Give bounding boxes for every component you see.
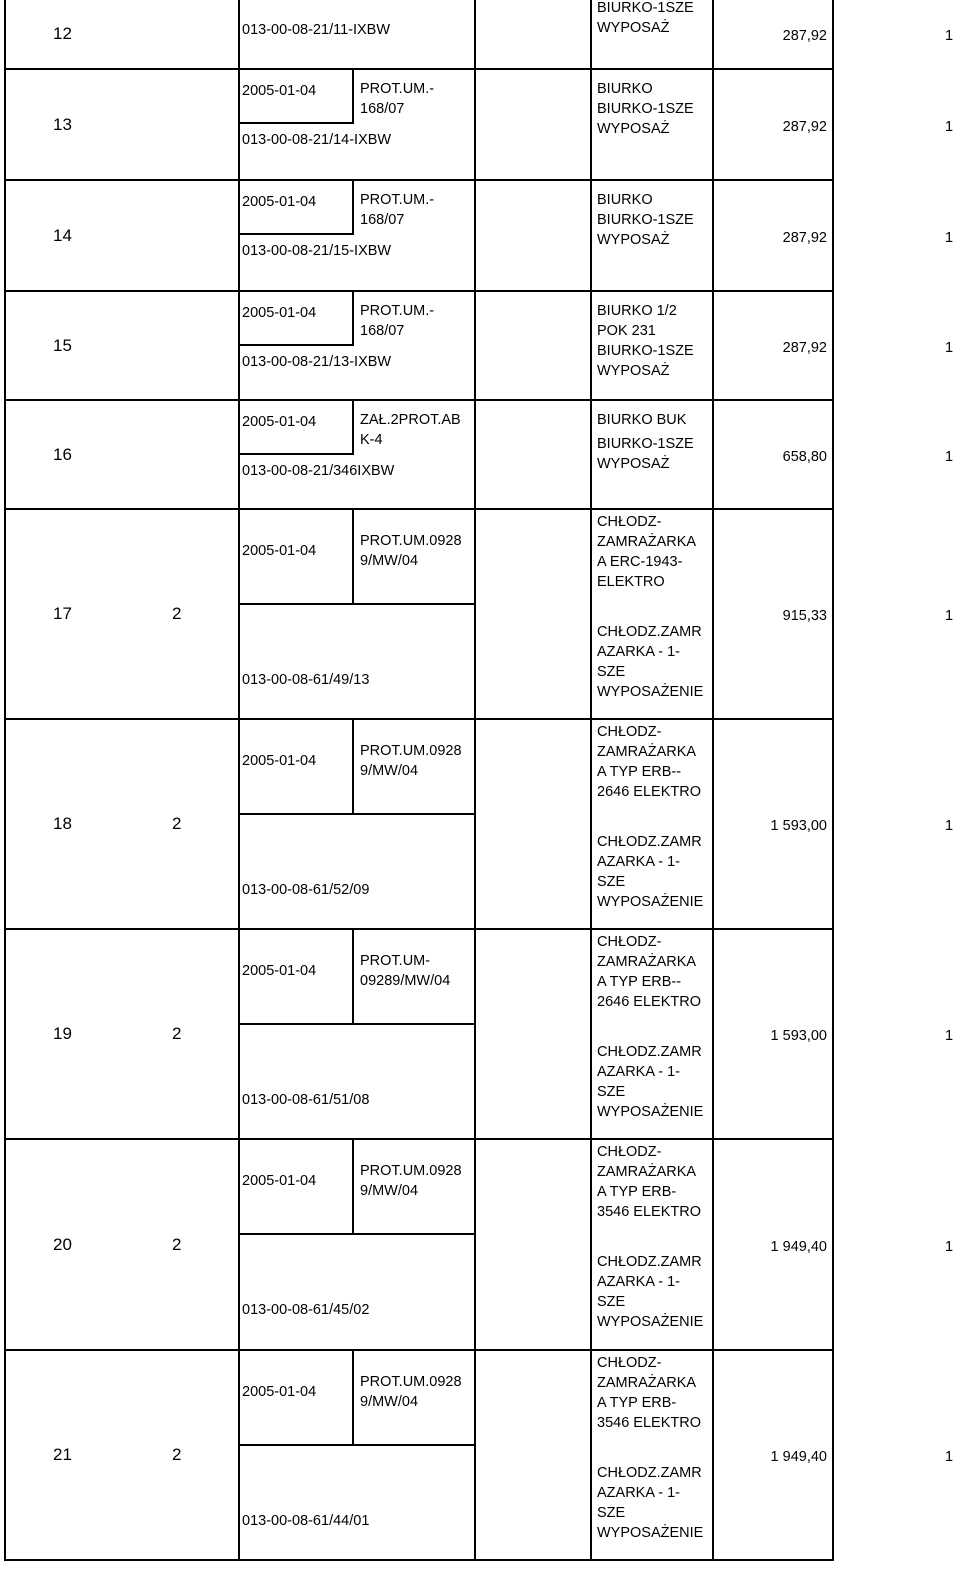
item-description: ZAMRAŻARKA <box>597 744 697 760</box>
item-description: WYPOSAŻ <box>597 363 670 379</box>
acquisition-date: 2005-01-04 <box>242 753 317 769</box>
item-value: 1 949,40 <box>770 1238 827 1255</box>
item-description: 3546 ELEKTRO <box>597 1204 701 1220</box>
item-description: WYPOSAŻENIE <box>597 1525 704 1541</box>
protocol-number: ZAŁ.2PROT.AB <box>360 412 461 428</box>
date-right-border <box>352 510 354 605</box>
item-value: 287,92 <box>782 28 827 44</box>
item-description: ELEKTRO <box>597 574 665 590</box>
date-right-border <box>352 720 354 815</box>
row-bottom-border <box>4 1349 834 1351</box>
item-description: BIURKO 1/2 <box>597 303 677 319</box>
desc-right-border <box>712 292 714 401</box>
item-value: 1 949,40 <box>770 1449 827 1465</box>
inner-left-border <box>238 930 240 1140</box>
item-description: ZAMRAŻARKA <box>597 1375 697 1391</box>
item-description: AZARKA - 1- <box>597 1485 680 1501</box>
row-quantity: 2 <box>172 814 182 833</box>
acquisition-date: 2005-01-04 <box>242 414 317 430</box>
date-right-border <box>352 292 354 346</box>
row-number: 18 <box>53 814 72 833</box>
item-value: 287,92 <box>782 118 827 135</box>
inner-border-3 <box>474 510 476 720</box>
item-description: A TYP ERB- <box>597 1184 677 1200</box>
inner-left-border <box>238 0 240 70</box>
protocol-number: K-4 <box>360 432 383 448</box>
date-right-border <box>352 70 354 124</box>
protocol-number: PROT.UM.0928 <box>360 1374 462 1390</box>
item-value: 1 593,00 <box>770 1028 827 1044</box>
protocol-number: 168/07 <box>360 101 405 117</box>
row-bottom-border <box>4 1138 834 1140</box>
item-description: BIURKO-1SZE <box>597 436 694 452</box>
inner-left-border <box>238 510 240 720</box>
item-value: 658,80 <box>782 448 827 465</box>
desc-left-border <box>590 1351 592 1561</box>
protocol-number: 9/MW/04 <box>360 553 419 569</box>
date-right-border <box>352 1351 354 1446</box>
item-description: BIURKO-1SZE <box>597 343 694 359</box>
item-count: 1 <box>945 1449 954 1465</box>
item-description: BIURKO BUK <box>597 412 687 428</box>
protocol-number: PROT.UM.- <box>360 192 435 208</box>
item-description: WYPOSAŻ <box>597 20 670 36</box>
item-description: ZAMRAŻARKA <box>597 1164 697 1180</box>
inner-border-3 <box>474 930 476 1140</box>
inner-left-border <box>238 720 240 930</box>
row-left-border <box>4 0 6 70</box>
row-bottom-border <box>4 508 834 510</box>
protocol-number: 9/MW/04 <box>360 763 419 779</box>
row-number: 15 <box>53 335 72 355</box>
item-description: 3546 ELEKTRO <box>597 1415 701 1431</box>
row-bottom-border <box>4 1559 834 1561</box>
item-value: 915,33 <box>782 608 827 624</box>
item-count: 1 <box>945 818 954 834</box>
item-description: SZE <box>597 874 626 890</box>
acquisition-date: 2005-01-04 <box>242 194 317 210</box>
item-count: 1 <box>945 1028 954 1044</box>
row-quantity: 2 <box>172 604 182 623</box>
inner-border-3 <box>474 181 476 292</box>
item-description: CHŁODZ.ZAMR <box>597 1465 702 1481</box>
row-number: 21 <box>53 1445 72 1464</box>
item-description: WYPOSAŻENIE <box>597 894 704 910</box>
item-value: 1 593,00 <box>770 818 827 834</box>
desc-right-border <box>712 720 714 930</box>
inner-border-3 <box>474 1140 476 1351</box>
value-right-border <box>832 181 834 292</box>
item-description: AZARKA - 1- <box>597 644 680 660</box>
item-description: ZAMRAŻARKA <box>597 534 697 550</box>
protocol-number: 9/MW/04 <box>360 1394 419 1410</box>
inner-left-border <box>238 1140 240 1351</box>
item-description: WYPOSAŻENIE <box>597 1104 704 1120</box>
desc-right-border <box>712 1351 714 1561</box>
value-right-border <box>832 1351 834 1561</box>
row-number: 20 <box>53 1234 72 1254</box>
row-left-border <box>4 401 6 510</box>
protocol-number: 09289/MW/04 <box>360 973 451 989</box>
desc-left-border <box>590 1140 592 1351</box>
row-bottom-border <box>4 928 834 930</box>
row-number: 16 <box>53 444 72 464</box>
desc-left-border <box>590 720 592 930</box>
item-value: 287,92 <box>782 339 827 356</box>
date-right-border <box>352 930 354 1025</box>
desc-right-border <box>712 401 714 510</box>
protocol-number: 168/07 <box>360 212 405 228</box>
value-right-border <box>832 401 834 510</box>
acquisition-date: 2005-01-04 <box>242 1384 317 1400</box>
inventory-number: 013-00-08-21/14-IXBW <box>242 132 392 148</box>
protocol-number: PROT.UM- <box>360 953 431 969</box>
item-description: CHŁODZ- <box>597 1355 662 1371</box>
item-count: 1 <box>945 1238 954 1255</box>
inventory-number: 013-00-08-61/45/02 <box>242 1302 370 1318</box>
date-bottom-border <box>238 233 352 235</box>
item-value: 287,92 <box>782 229 827 246</box>
item-description: CHŁODZ.ZAMR <box>597 1044 702 1060</box>
value-right-border <box>832 930 834 1140</box>
item-description: CHŁODZ.ZAMR <box>597 834 702 850</box>
protocol-number: PROT.UM.0928 <box>360 533 462 549</box>
item-description: BIURKO <box>597 192 653 208</box>
row-number: 19 <box>53 1024 72 1043</box>
date-right-border <box>352 1140 354 1235</box>
inventory-number: 013-00-08-61/44/01 <box>242 1513 370 1529</box>
desc-right-border <box>712 510 714 720</box>
desc-left-border <box>590 70 592 181</box>
row-bottom-border <box>4 718 834 720</box>
row-bottom-border <box>4 399 834 401</box>
value-right-border <box>832 292 834 401</box>
item-description: BIURKO-1SZE <box>597 0 694 16</box>
acquisition-date: 2005-01-04 <box>242 963 317 979</box>
date-bottom-border <box>238 1233 474 1235</box>
inner-border-3 <box>474 0 476 70</box>
row-number: 13 <box>53 114 72 134</box>
item-description: BIURKO <box>597 81 653 97</box>
item-description: A ERC-1943- <box>597 554 683 570</box>
item-description: CHŁODZ.ZAMR <box>597 624 702 640</box>
value-right-border <box>832 510 834 720</box>
row-left-border <box>4 720 6 930</box>
date-bottom-border <box>238 1444 474 1446</box>
date-bottom-border <box>238 813 474 815</box>
inner-left-border <box>238 181 240 292</box>
item-description: AZARKA - 1- <box>597 1274 680 1290</box>
inner-border-3 <box>474 720 476 930</box>
desc-right-border <box>712 70 714 181</box>
date-bottom-border <box>238 453 352 455</box>
item-description: WYPOSAŻ <box>597 121 670 137</box>
row-number: 17 <box>53 604 72 623</box>
row-quantity: 2 <box>172 1024 182 1043</box>
item-description: WYPOSAŻENIE <box>597 684 704 700</box>
desc-left-border <box>590 510 592 720</box>
row-number: 12 <box>53 24 72 43</box>
item-description: WYPOSAŻ <box>597 456 670 472</box>
inner-left-border <box>238 292 240 401</box>
desc-left-border <box>590 292 592 401</box>
desc-right-border <box>712 181 714 292</box>
row-bottom-border <box>4 179 834 181</box>
acquisition-date: 2005-01-04 <box>242 305 317 321</box>
row-left-border <box>4 292 6 401</box>
item-description: SZE <box>597 664 626 680</box>
inner-left-border <box>238 70 240 181</box>
inner-border-3 <box>474 1351 476 1561</box>
protocol-number: PROT.UM.0928 <box>360 1163 462 1179</box>
inventory-number: 013-00-08-61/51/08 <box>242 1092 370 1108</box>
item-description: SZE <box>597 1084 626 1100</box>
row-bottom-border <box>4 290 834 292</box>
inventory-number: 013-00-08-61/52/09 <box>242 882 370 898</box>
item-description: 2646 ELEKTRO <box>597 994 701 1010</box>
value-right-border <box>832 70 834 181</box>
inner-left-border <box>238 401 240 510</box>
item-description: CHŁODZ- <box>597 934 662 950</box>
item-description: CHŁODZ.ZAMR <box>597 1254 702 1270</box>
item-description: A TYP ERB-- <box>597 764 682 780</box>
desc-left-border <box>590 181 592 292</box>
item-description: BIURKO-1SZE <box>597 212 694 228</box>
inventory-number: 013-00-08-61/49/13 <box>242 672 370 688</box>
desc-left-border <box>590 930 592 1140</box>
item-count: 1 <box>945 339 954 356</box>
inner-border-3 <box>474 70 476 181</box>
item-description: A TYP ERB- <box>597 1395 677 1411</box>
item-count: 1 <box>945 28 954 44</box>
item-description: CHŁODZ- <box>597 724 662 740</box>
date-right-border <box>352 401 354 455</box>
desc-left-border <box>590 401 592 510</box>
item-count: 1 <box>945 608 954 624</box>
row-bottom-border <box>4 68 834 70</box>
item-description: SZE <box>597 1294 626 1310</box>
item-description: CHŁODZ- <box>597 514 662 530</box>
item-description: CHŁODZ- <box>597 1144 662 1160</box>
item-description: BIURKO-1SZE <box>597 101 694 117</box>
desc-right-border <box>712 0 714 70</box>
inventory-number: 013-00-08-21/13-IXBW <box>242 354 392 370</box>
row-left-border <box>4 1351 6 1561</box>
date-bottom-border <box>238 122 352 124</box>
row-number: 14 <box>53 225 72 245</box>
protocol-number: 168/07 <box>360 323 405 339</box>
inner-border-3 <box>474 292 476 401</box>
acquisition-date: 2005-01-04 <box>242 83 317 99</box>
item-count: 1 <box>945 229 954 246</box>
row-quantity: 2 <box>172 1445 182 1464</box>
desc-right-border <box>712 1140 714 1351</box>
row-left-border <box>4 181 6 292</box>
acquisition-date: 2005-01-04 <box>242 543 317 559</box>
inventory-number: 013-00-08-21/15-IXBW <box>242 243 392 259</box>
row-left-border <box>4 70 6 181</box>
desc-right-border <box>712 930 714 1140</box>
item-description: AZARKA - 1- <box>597 854 680 870</box>
date-bottom-border <box>238 344 352 346</box>
inventory-number: 013-00-08-21/346IXBW <box>242 463 395 479</box>
inner-left-border <box>238 1351 240 1561</box>
protocol-number: 9/MW/04 <box>360 1183 419 1199</box>
item-description: ZAMRAŻARKA <box>597 954 697 970</box>
desc-left-border <box>590 0 592 70</box>
row-left-border <box>4 510 6 720</box>
protocol-number: PROT.UM.0928 <box>360 743 462 759</box>
date-right-border <box>352 181 354 235</box>
inner-border-3 <box>474 401 476 510</box>
item-description: POK 231 <box>597 323 656 339</box>
row-left-border <box>4 930 6 1140</box>
protocol-number: PROT.UM.- <box>360 81 435 97</box>
acquisition-date: 2005-01-04 <box>242 1173 317 1189</box>
value-right-border <box>832 1140 834 1351</box>
item-description: 2646 ELEKTRO <box>597 784 701 800</box>
row-quantity: 2 <box>172 1234 182 1254</box>
item-description: WYPOSAŻENIE <box>597 1314 704 1330</box>
value-right-border <box>832 0 834 70</box>
item-description: AZARKA - 1- <box>597 1064 680 1080</box>
item-count: 1 <box>945 448 954 465</box>
item-description: WYPOSAŻ <box>597 232 670 248</box>
date-bottom-border <box>238 1023 474 1025</box>
inventory-number: 013-00-08-21/11-IXBW <box>242 22 391 38</box>
item-count: 1 <box>945 118 954 135</box>
item-description: SZE <box>597 1505 626 1521</box>
date-bottom-border <box>238 603 474 605</box>
value-right-border <box>832 720 834 930</box>
item-description: A TYP ERB-- <box>597 974 682 990</box>
protocol-number: PROT.UM.- <box>360 303 435 319</box>
row-left-border <box>4 1140 6 1351</box>
